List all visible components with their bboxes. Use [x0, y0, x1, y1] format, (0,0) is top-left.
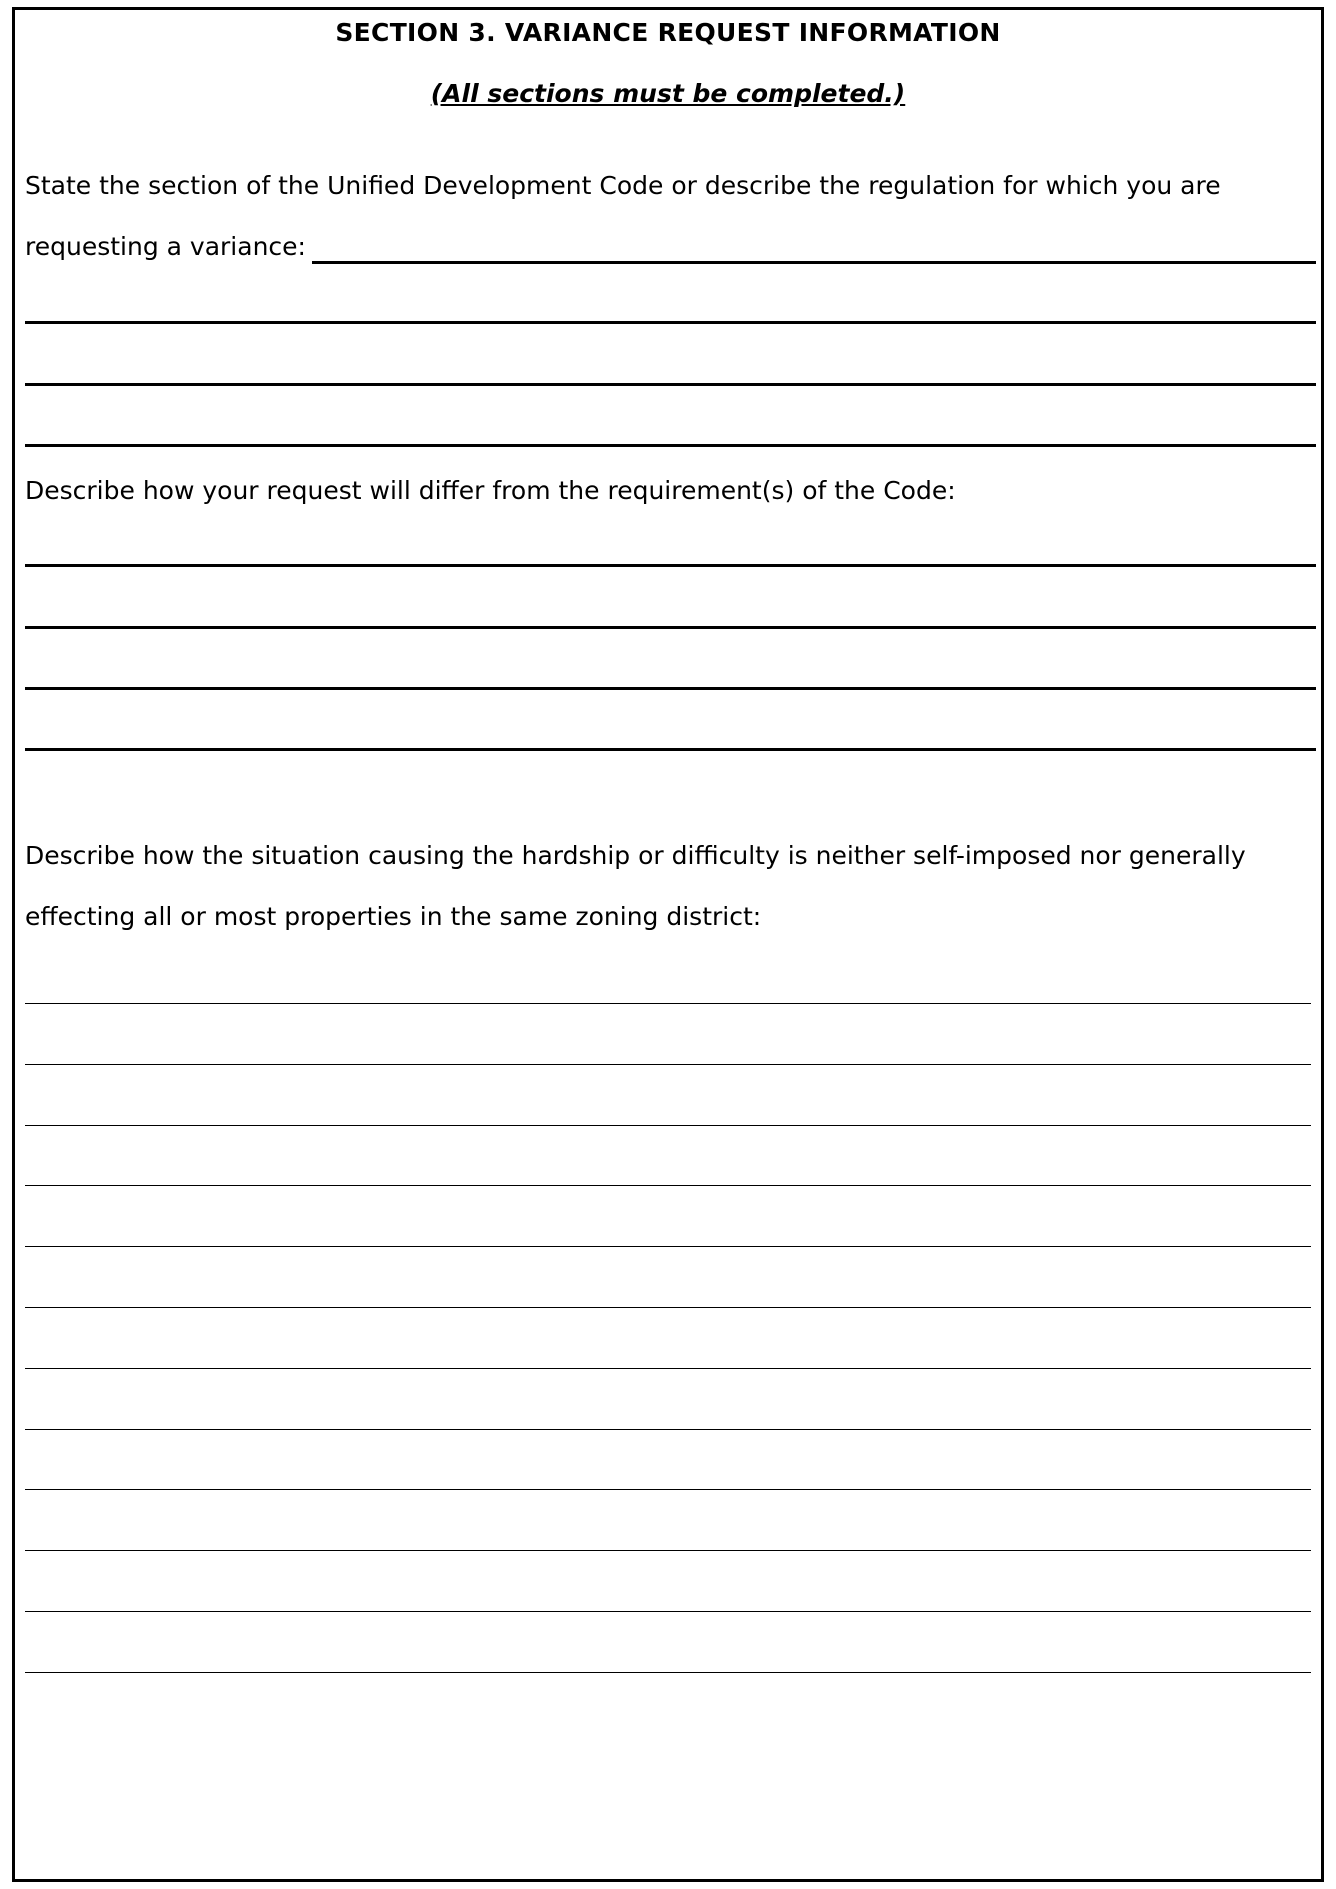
question-3-answer-line-8[interactable]: [25, 1429, 1311, 1430]
question-2-answer-line-3[interactable]: [25, 687, 1316, 690]
section-note: (All sections must be completed.): [430, 79, 906, 108]
question-2-answer-line-1[interactable]: [25, 564, 1316, 567]
question-2-prompt: Describe how your request will differ from the requirement(s) of the Code:: [25, 476, 956, 505]
question-2-answer-line-4[interactable]: [25, 748, 1316, 751]
question-3-answer-line-10[interactable]: [25, 1550, 1311, 1551]
question-3-answer-line-9[interactable]: [25, 1489, 1311, 1490]
question-3-prompt-line-1: Describe how the situation causing the hardship or difficulty is neither self-imposed nor generally: [25, 841, 1246, 870]
question-1-prompt-line-2: requesting a variance:: [25, 232, 306, 261]
question-3-answer-line-12[interactable]: [25, 1672, 1311, 1673]
question-3-answer-line-4[interactable]: [25, 1185, 1311, 1186]
question-3-answer-line-11[interactable]: [25, 1611, 1311, 1612]
question-3-answer-line-6[interactable]: [25, 1307, 1311, 1308]
question-2-answer-line-2[interactable]: [25, 626, 1316, 629]
question-3-answer-line-1[interactable]: [25, 1003, 1311, 1004]
question-1-prompt-line-1: State the section of the Unified Development Code or describe the regulation for which you are: [25, 171, 1221, 200]
question-1-answer-line-3[interactable]: [25, 383, 1316, 386]
section-title: SECTION 3. VARIANCE REQUEST INFORMATION: [335, 18, 1001, 47]
question-1-answer-line-4[interactable]: [25, 444, 1316, 447]
question-3-answer-line-3[interactable]: [25, 1125, 1311, 1126]
form-border: [12, 7, 1324, 1882]
question-3-answer-line-2[interactable]: [25, 1064, 1311, 1065]
question-1-answer-line-2[interactable]: [25, 321, 1316, 324]
question-3-prompt-line-2: effecting all or most properties in the same zoning district:: [25, 902, 762, 931]
question-1-answer-line-1[interactable]: [312, 261, 1316, 264]
question-3-answer-line-5[interactable]: [25, 1246, 1311, 1247]
question-3-answer-line-7[interactable]: [25, 1368, 1311, 1369]
